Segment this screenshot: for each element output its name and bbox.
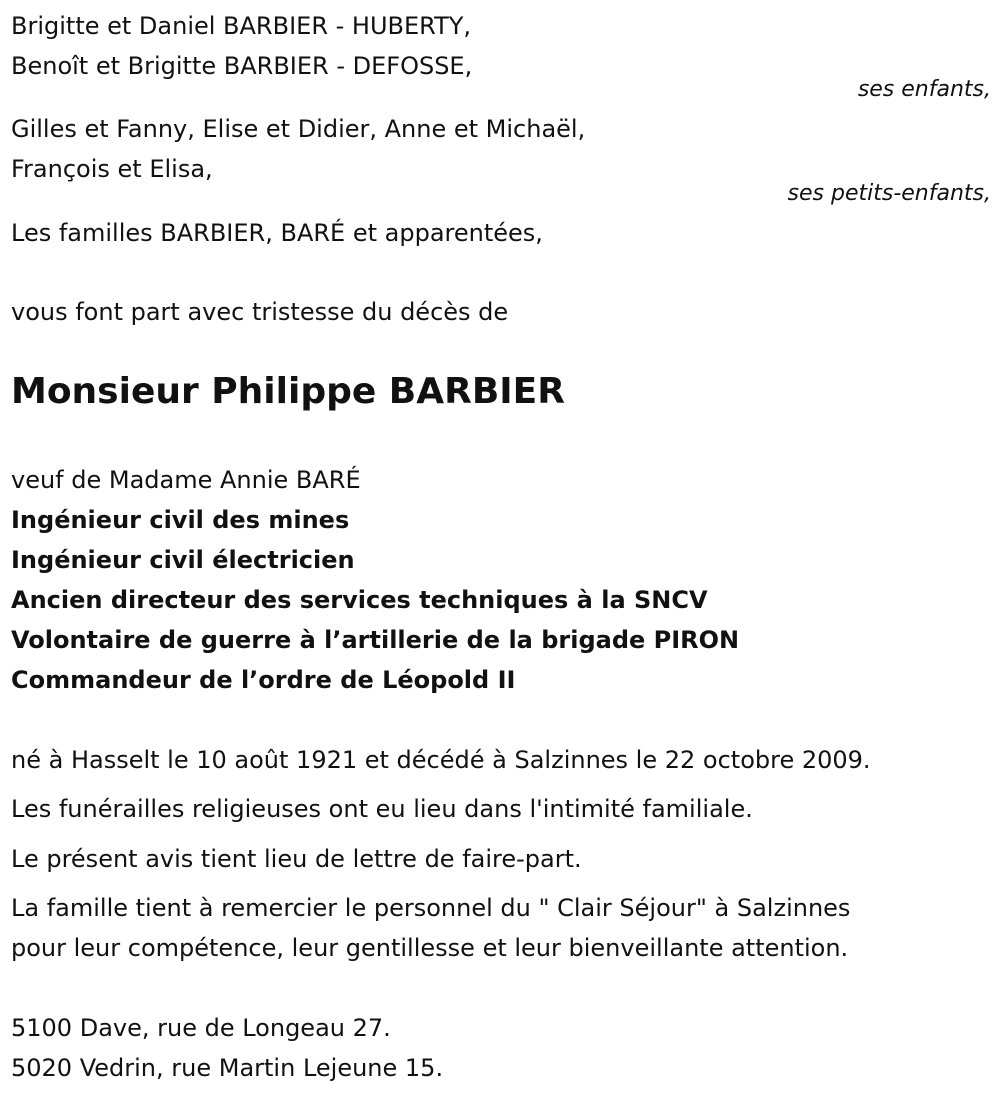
funeral-line: Les funérailles religieuses ont eu lieu dans l'intimité familiale.	[11, 795, 753, 823]
grandchild-line: François et Elisa,	[11, 155, 213, 183]
deceased-name: Monsieur Philippe BARBIER	[11, 371, 565, 412]
address-line: 5020 Vedrin, rue Martin Lejeune 15.	[11, 1054, 444, 1082]
child-line: Benoît et Brigitte BARBIER - DEFOSSE,	[11, 52, 473, 80]
address-line: 5100 Dave, rue de Longeau 27.	[11, 1014, 391, 1042]
child-line: Brigitte et Daniel BARBIER - HUBERTY,	[11, 12, 472, 40]
notice-line: Le présent avis tient lieu de lettre de faire-part.	[11, 845, 582, 873]
thanks-line: La famille tient à remercier le personnel du " Clair Séjour" à Salzinnes	[11, 894, 851, 922]
children-label: ses enfants,	[857, 77, 991, 102]
title-line: Commandeur de l’ordre de Léopold II	[11, 666, 516, 694]
grandchildren-label: ses petits-enfants,	[787, 181, 991, 206]
title-line: Ancien directeur des services techniques à la SNCV	[11, 586, 708, 614]
announcement: vous font part avec tristesse du décès de	[11, 298, 509, 326]
widower-line: veuf de Madame Annie BARÉ	[11, 466, 361, 494]
title-line: Ingénieur civil des mines	[11, 506, 350, 534]
birth-death-line: né à Hasselt le 10 août 1921 et décédé à Salzinnes le 22 octobre 2009.	[11, 746, 871, 774]
title-line: Ingénieur civil électricien	[11, 546, 355, 574]
title-line: Volontaire de guerre à l’artillerie de la brigade PIRON	[11, 626, 740, 654]
families-line: Les familles BARBIER, BARÉ et apparentées,	[11, 219, 543, 247]
grandchild-line: Gilles et Fanny, Elise et Didier, Anne et Michaël,	[11, 115, 586, 143]
thanks-line: pour leur compétence, leur gentillesse et leur bienveillante attention.	[11, 934, 849, 962]
